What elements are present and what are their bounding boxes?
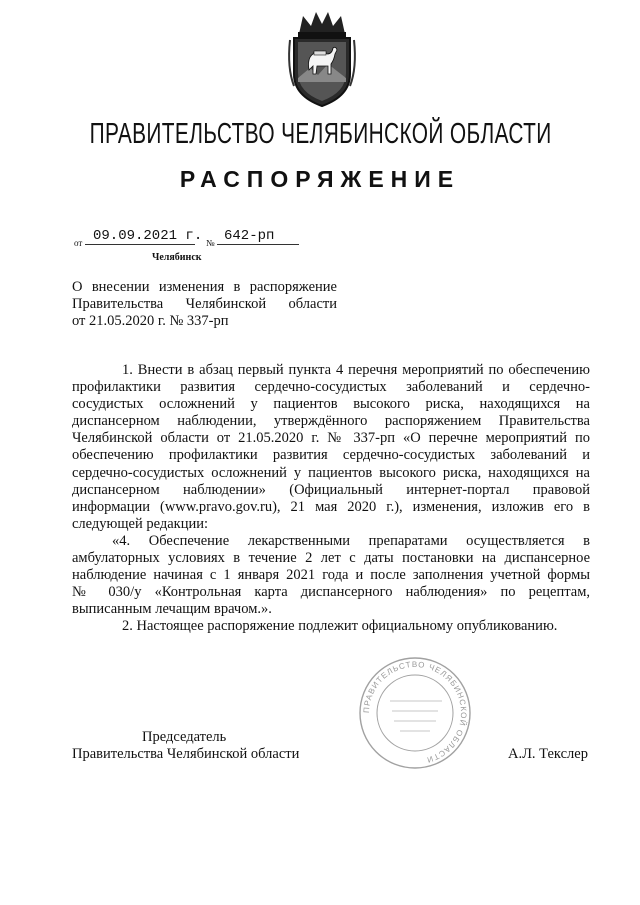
body-line: следующей редакции:	[72, 515, 209, 532]
government-title: ПРАВИТЕЛЬСТВО ЧЕЛЯБИНСКОЙ ОБЛАСТИ	[89, 118, 552, 150]
date-from-label: от	[74, 238, 83, 248]
subject-line: от 21.05.2020 г. № 337-рп	[72, 313, 229, 329]
stamp-text: ПРАВИТЕЛЬСТВО ЧЕЛЯБИНСКОЙ ОБЛАСТИ	[361, 659, 469, 765]
signatory-position	[72, 729, 299, 763]
body-line: сердечно-сосудистых осложнений у пациентов высокого риска, находящихся на	[72, 464, 590, 481]
document-type: РАСПОРЯЖЕНИЕ	[179, 166, 461, 192]
body-line: выписанным лечащим врачом.».	[72, 601, 272, 618]
body-line: профилактики развития сердечно-сосудистых заболеваний и сердечно-	[72, 379, 590, 396]
signatory-position-line: Правительства Челябинской области	[72, 746, 300, 762]
body-line: наблюдение начиная с 1 января 2021 года и после заполнения учетной формы	[72, 567, 590, 584]
coat-of-arms-icon	[285, 8, 359, 110]
document-number: 642-рп	[224, 228, 275, 244]
document-date: 09.09.2021 г.	[93, 228, 203, 244]
body-line: № 030/у «Контрольная карта диспансерного наблюдения» по рецептам,	[72, 584, 590, 601]
body-line: 1. Внести в абзац первый пункта 4 перечня мероприятий по обеспечению	[122, 362, 590, 378]
subject-line: Правительства Челябинской области	[72, 296, 337, 312]
body-line: диспансерном наблюдении» (Официальный интернет-портал правовой	[72, 481, 590, 498]
body-line: амбулаторных условиях в течение 2 лет с даты постановки на диспансерное	[72, 550, 590, 567]
document-subject	[72, 279, 337, 330]
body-line: информации (www.pravo.gov.ru), 21 мая 2020 г.), изменения, изложив его в	[72, 498, 590, 515]
signatory-name: А.Л. Текслер	[508, 746, 588, 762]
body-line: сосудистых осложнений у пациентов высокого риска, находящихся на	[72, 396, 590, 413]
body-line: Челябинской области от 21.05.2020 г. № 337-рп «О перечне мероприятий по	[72, 430, 590, 447]
number-label: №	[206, 238, 215, 248]
document-city: Челябинск	[152, 252, 202, 263]
svg-text:ПРАВИТЕЛЬСТВО ЧЕЛЯБИНСКОЙ ОБЛА	[362, 660, 468, 765]
signatory-position-line: Председатель	[142, 729, 227, 745]
date-underline	[85, 244, 195, 245]
body-line: 2. Настоящее распоряжение подлежит официальному опубликованию.	[122, 618, 558, 635]
body-line: обеспечению профилактики развития сердечно-сосудистых заболеваний и	[72, 447, 590, 464]
document-body	[72, 362, 590, 636]
official-stamp	[356, 655, 474, 771]
number-underline	[217, 244, 299, 245]
subject-line: О внесении изменения в распоряжение	[72, 279, 337, 295]
body-line: диспансерном наблюдении, утверждённого распоряжением Правительства	[72, 413, 590, 430]
body-line: «4. Обеспечение лекарственными препаратами осуществляется в	[112, 532, 590, 549]
